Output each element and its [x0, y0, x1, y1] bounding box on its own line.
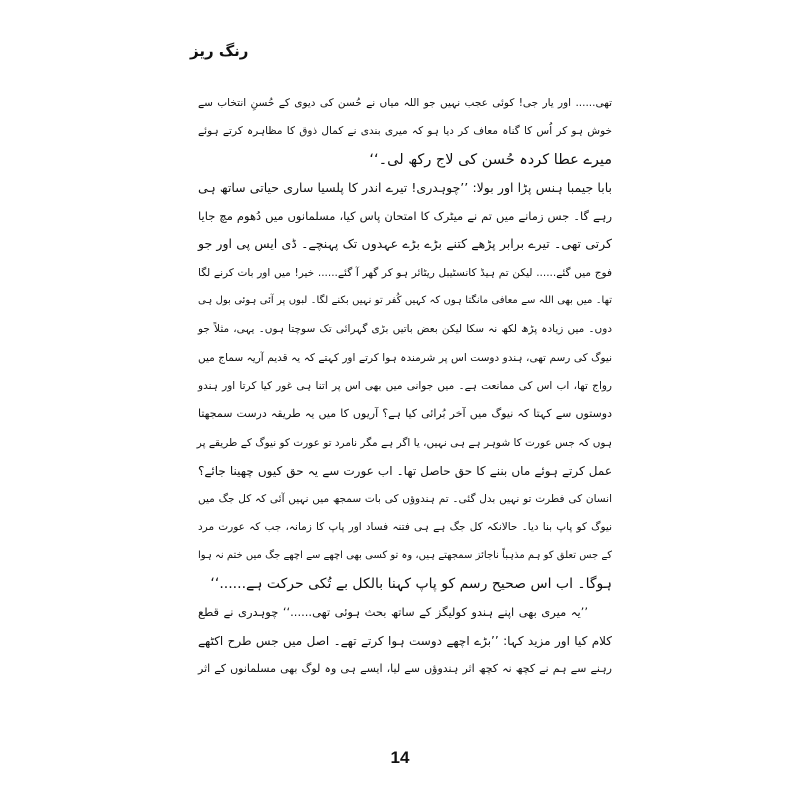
- text-line: ہوگا۔ اب اس صحیح رسم کو پاپ کہنا بالکل بے تُکی حرکت ہے......‘‘: [210, 576, 612, 593]
- text-line: دوستوں سے کہتا کہ نیوگ میں آخر بُرائی کیا ہے؟ آریوں کا میں یہ طریقہ درست سمجھتا: [198, 407, 612, 421]
- running-head: رنگ ریز: [190, 42, 249, 60]
- text-line: کلام کیا اور مزید کہا: ’’بڑے اچھے دوست ہوا کرتے تھے۔ اصل میں جس طرح اکٹھے: [198, 633, 612, 648]
- text-line: بابا جیمبا ہنس پڑا اور بولا: ’’چوہدری! تیرے اندر کا پلسیا ساری حیاتی ساتھ ہی: [198, 179, 612, 195]
- text-line: انسان کی فطرت تو نہیں بدل گئی۔ تم ہندوؤں کی بات سمجھ میں نہیں آئی کہ کل جگ میں: [198, 493, 612, 506]
- text-line: رہنے سے ہم نے کچھ نہ کچھ اثر ہندوؤں سے لیا، ایسے ہی وہ لوگ بھی مسلمانوں کے اثر: [198, 661, 612, 675]
- text-line: رواج تھا، اب اس کی ممانعت ہے۔ میں جوانی میں بھی اس پر اتنا ہی غور کیا کرتا اور ہندو: [198, 379, 612, 392]
- text-line: دوں۔ میں زیادہ پڑھ لکھ نہ سکا لیکن بعض باتیں بڑی گہرائی تک سوچتا ہوں۔ یہی، مثلاً جو: [198, 323, 612, 336]
- text-line: میرے عطا کردہ حُسن کی لاج رکھ لی۔‘‘: [369, 151, 612, 168]
- page-number: 14: [390, 748, 410, 767]
- text-line: تھا۔ میں بھی اللہ سے معافی مانگتا ہوں کہ کہیں کُفر تو نہیں بکنے لگا۔ لبوں پر آئی ہوئی بول ہی: [198, 295, 612, 307]
- body-text: [198, 89, 612, 683]
- text-line: نیوگ کو پاپ بنا دیا۔ حالانکہ کل جگ ہے ہی فتنہ فساد اور پاپ کا زمانہ، جب کہ عورت مرد: [198, 521, 612, 534]
- text-line: تھی...... اور یار جی! کوئی عجب نہیں جو اللہ میاں نے حُسن کی دیوی کے حُسنِ انتخاب سے: [198, 97, 612, 109]
- text-line: عمل کرتے ہوئے ماں بننے کا حق حاصل تھا۔ اب عورت سے یہ حق کیوں چھینا جائے؟: [198, 463, 612, 478]
- text-line: فوج میں گئے...... لیکن تم ہیڈ کانسٹیبل ریٹائر ہو کر گھر آ گئے...... خیر! میں اور بات کرنے لگا: [198, 266, 612, 279]
- text-line: کے جس تعلق کو ہم مذہباً ناجائز سمجھتے ہیں، وہ تو کسی بھی اچھے سے اچھے جگ میں ختم نہ ہوا: [198, 549, 612, 561]
- text-line: کرتی تھی۔ تیرے برابر پڑھے کتنے بڑے بڑے عہدوں تک پہنچے۔ ڈی ایس پی اور جو: [198, 236, 612, 252]
- text-line: ہوں کہ جس عورت کا شوہر ہے ہی نہیں، یا اگر ہے مگر نامرد تو عورت کو نیوگ کے طریقے پر: [196, 436, 612, 449]
- text-line: ’’یہ میری بھی اپنے ہندو کولیگز کے ساتھ بحث ہوئی تھی......‘‘ چوہدری نے قطع: [198, 605, 588, 620]
- text-line: نیوگ کی رسم تھی، ہندو دوست اس پر شرمندہ ہوا کرتے اور کہتے کہ یہ قدیم آریہ سماج میں: [198, 351, 612, 364]
- text-line: رہے گا۔ جس زمانے میں تم نے میٹرک کا امتحان پاس کیا، مسلمانوں میں دُھوم مچ جایا: [198, 209, 612, 224]
- text-line: خوش ہو کر اُس کا گناہ معاف کر دیا ہو کہ میری بندی نے کمال ذوق کا مظاہرہ کرتے ہوئے: [198, 125, 612, 138]
